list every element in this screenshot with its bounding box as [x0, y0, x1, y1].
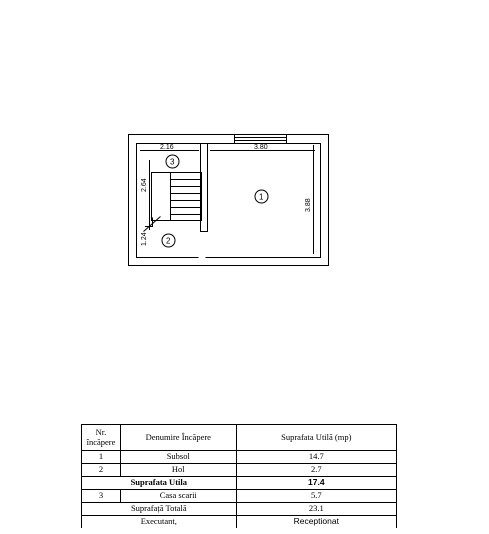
row-area: 14.7 [236, 451, 396, 464]
row-nr: 1 [82, 451, 121, 464]
table-row [82, 464, 397, 477]
header-nr: Nr. încăpere [82, 425, 121, 451]
inner-wall-outline [137, 144, 321, 258]
total-label: Suprafață Totală [82, 503, 237, 516]
outer-wall-outline [129, 135, 329, 266]
dim-stair-depth: 2.64 [141, 178, 148, 192]
room-1-number: 1 [259, 192, 264, 202]
total-row [82, 503, 397, 516]
room-3-number: 3 [170, 157, 175, 167]
dim-stair-width: 2.16 [160, 144, 174, 151]
row-nr: 3 [82, 490, 121, 503]
row-name: Hol [120, 464, 236, 477]
dim-main-width: 3.80 [254, 144, 268, 151]
footer-receptionat: Receptionat [236, 516, 396, 529]
header-area: Suprafata Utilă (mp) [236, 425, 396, 451]
subtotal-value: 17.4 [236, 477, 396, 490]
subtotal-label: Suprafata Utila [82, 477, 237, 490]
row-area: 5.7 [236, 490, 396, 503]
dim-hall-depth: 1.24 [141, 232, 148, 246]
header-name: Denumire Încăpere [120, 425, 236, 451]
subtotal-row [82, 477, 397, 490]
footer-row [82, 516, 397, 529]
dim-main-depth: 3.88 [305, 198, 312, 212]
row-area: 2.7 [236, 464, 396, 477]
row-name: Subsol [120, 451, 236, 464]
total-value: 23.1 [236, 503, 396, 516]
window-top [235, 135, 287, 144]
area-summary-table [81, 424, 397, 528]
footer-executant: Executant, [82, 516, 237, 529]
room-2-number: 2 [166, 236, 171, 246]
table-row [82, 451, 397, 464]
table-row [82, 490, 397, 503]
row-name: Casa scarii [120, 490, 236, 503]
row-nr: 2 [82, 464, 121, 477]
table-header-row [82, 425, 397, 451]
